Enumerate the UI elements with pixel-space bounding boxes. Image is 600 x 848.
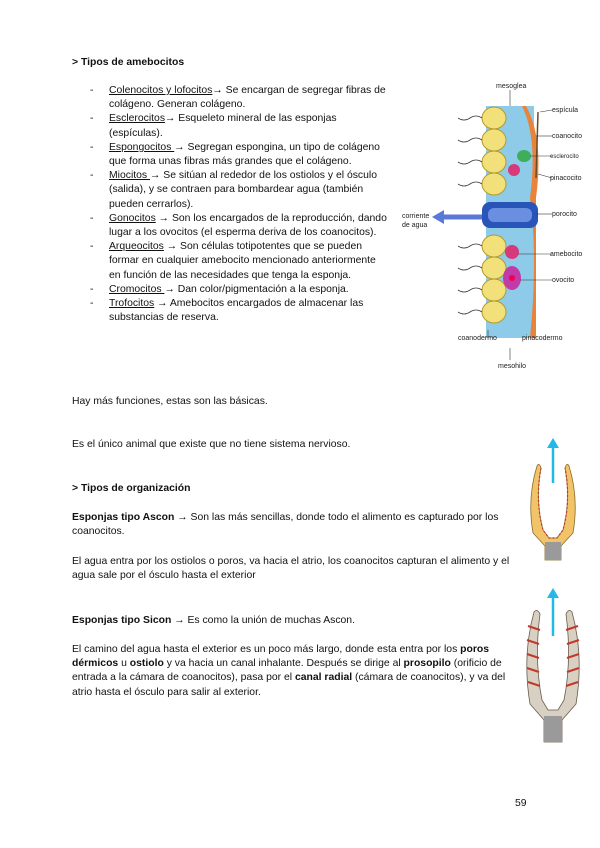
list-item-desc: → Dan color/pigmentación a la esponja. [164, 283, 349, 295]
list-item [90, 283, 390, 297]
esclerocito-cell [517, 150, 531, 162]
section-heading-amebocitos: > Tipos de amebocitos [72, 57, 185, 68]
label-de-agua: de agua [402, 222, 428, 229]
list-item-term: Gonocitos [109, 212, 156, 224]
sicon-body [72, 643, 520, 700]
list-item-term: Arqueocitos [109, 241, 164, 253]
ascon-intro-text: → Son las más sencillas, donde todo el alimento es capturado por los coanocitos. [72, 512, 499, 538]
sicon-base [544, 716, 562, 742]
label-amebocito: amebocito [550, 251, 583, 258]
list-item-desc: → Segregan espongina, un tipo de colágeno que forma unas fibras más grandes que el colágeno. [109, 141, 380, 168]
list-item-desc: → Se sitúan al rededor de los ostiolos y el ósculo (salida), y se contraen para bombardear agua (también pueden cerrarlos). [109, 170, 377, 210]
list-item [90, 297, 390, 325]
ascon-intro [72, 511, 514, 539]
label-ovocito: ovocito [552, 277, 575, 284]
label-mesohilo: mesohilo [498, 363, 527, 370]
sicon-bold: prosopilo [403, 658, 451, 670]
amebocito-cell [505, 245, 519, 259]
ascon-diagram [523, 438, 583, 563]
section-heading-organizacion: > Tipos de organización [72, 483, 191, 494]
list-item-desc: → Son células totipotentes que se pueden formar en cualquier amebocito mencionado anteriormente en función de las necesidades que tenga la esponja. [109, 241, 376, 281]
list-item-term: Miocitos [109, 170, 150, 182]
list-item-desc: → Se encargan de segregar fibras de colágeno. Generan colágeno. [109, 85, 386, 111]
sicon-text: u [118, 658, 130, 670]
list-item [90, 212, 390, 240]
amebocitos-list [90, 84, 390, 325]
label-mesoglea: mesoglea [496, 83, 527, 90]
sicon-text: y va hacia un canal inhalante. Después se dirige al [163, 658, 404, 670]
sicon-title: Esponjas tipo Sicon [72, 615, 172, 626]
sponge-wall-diagram [398, 78, 583, 373]
page-number: 59 [515, 798, 527, 809]
label-pinacocito: pinacocito [550, 175, 582, 182]
label-porocito: porocito [552, 211, 577, 218]
label-coanodermo: coanodermo [458, 335, 497, 342]
label-coanocito: coanocito [552, 133, 582, 140]
sicon-text: (orificio de entrada a la cámara de coanocitos), pasa por el [72, 658, 502, 684]
list-item-desc: → Amebocitos encargados de almacenar las substancias de reserva. [109, 298, 364, 324]
note-funciones: Hay más funciones, estas son las básicas. [72, 396, 268, 407]
label-pinacodermo: pinacodermo [522, 335, 563, 342]
sicon-text: (cámara de coanocitos), y va del atrio hasta el ósculo para salir al exterior. [72, 672, 506, 698]
list-item-term: Trofocitos [109, 298, 155, 310]
list-item [90, 240, 390, 283]
sicon-bold: poros dérmicos [72, 644, 490, 670]
list-item-desc: → Son los encargados de la reproducción, dando lugar a los ovocitos (el esperma deriva de los coanocitos). [109, 212, 387, 239]
sicon-text: El camino del agua hasta el exterior es un poco más largo, donde esta entra por los [72, 644, 461, 655]
label-espicula: espícula [552, 107, 579, 114]
label-corriente: corriente [402, 213, 430, 220]
note-sistema-nervioso: Es el único animal que existe que no tiene sistema nervioso. [72, 439, 351, 450]
list-item-desc: → Esqueleto mineral de las esponjas (espículas). [109, 113, 337, 139]
sicon-bold: ostiolo [129, 658, 164, 670]
list-item-term: Espongocitos [109, 141, 175, 153]
label-esclerocito: esclerocito [550, 154, 579, 160]
list-item-term: Cromocitos [109, 283, 165, 295]
sicon-bold: canal radial [294, 672, 353, 684]
list-item [90, 84, 390, 112]
list-item [90, 141, 390, 169]
sicon-intro-text: → Es como la unión de muchas Ascon. [171, 615, 355, 626]
list-item [90, 169, 390, 212]
pinacocito-cell [508, 164, 520, 176]
ascon-base [545, 542, 561, 560]
list-item-term: Colenocitos y lofocitos [109, 85, 213, 96]
list-item [90, 112, 390, 140]
ascon-title: Esponjas tipo Ascon [72, 512, 175, 523]
list-item-term: Esclerocitos [109, 113, 166, 125]
sicon-intro [72, 614, 514, 628]
sicon-diagram [522, 586, 584, 744]
ascon-body: El agua entra por los ostiolos o poros, va hacia el atrio, los coanocitos capturan el alimento y el agua sale por el ósculo hasta el exterior [72, 556, 510, 582]
